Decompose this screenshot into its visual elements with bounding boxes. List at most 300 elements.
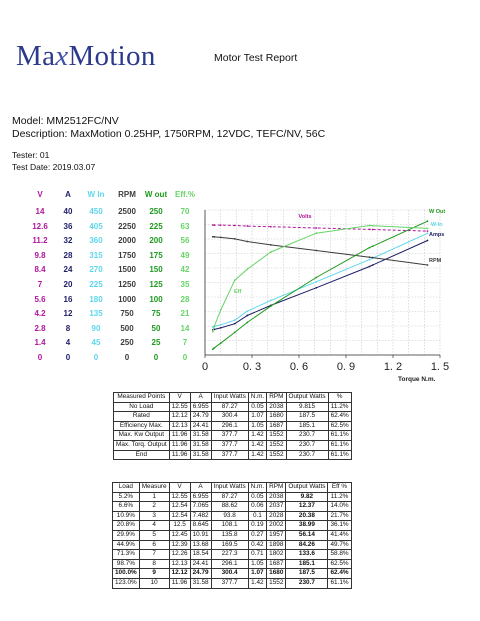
table-cell: 61.1% <box>328 578 351 588</box>
table-cell: 6.955 <box>190 492 211 502</box>
table-cell: 1.42 <box>248 450 267 460</box>
scale-tick: 250 <box>149 207 163 216</box>
table-cell: 1.07 <box>248 569 267 579</box>
series-point <box>369 259 371 261</box>
table-cell: 1687 <box>267 559 286 569</box>
table-cell: 36.1% <box>328 521 351 531</box>
table-cell: 377.7 <box>211 578 248 588</box>
load-table-header-cell: N.m. <box>248 483 267 493</box>
summary-table <box>113 392 352 460</box>
table-cell: 62.5% <box>328 421 351 431</box>
series-label-w-out: W Out <box>429 209 446 215</box>
scale-tick: 70 <box>180 207 190 216</box>
table-cell: 300.4 <box>211 569 248 579</box>
series-point <box>220 324 222 326</box>
series-point <box>212 236 214 238</box>
scale-tick: 16 <box>63 294 73 304</box>
logo-x: x <box>55 40 69 72</box>
scale-tick: 12.6 <box>32 221 48 231</box>
x-tick-label: 0 <box>201 361 209 373</box>
table-cell: End <box>114 450 170 460</box>
test-date-line: Test Date: 2019.03.07 <box>12 162 96 172</box>
table-cell: 6.6% <box>113 502 140 512</box>
table-cell: 8.645 <box>190 521 211 531</box>
table-cell: 13.68 <box>190 540 211 550</box>
table-cell: 2028 <box>267 511 286 521</box>
table-cell: 11.2% <box>328 492 351 502</box>
table-cell: 296.1 <box>211 559 248 569</box>
scale-tick: 0 <box>182 353 188 362</box>
table-row <box>114 450 352 460</box>
table-cell: 10.91 <box>190 530 211 540</box>
series-point <box>234 319 236 321</box>
scale-header-a: A <box>65 190 71 199</box>
summary-table-header-cell: Output Watts <box>286 393 328 403</box>
table-cell: 0.1 <box>248 511 267 521</box>
table-cell: 24.41 <box>190 559 211 569</box>
scale-tick: 125 <box>149 280 163 289</box>
table-cell: 0.05 <box>248 402 267 412</box>
summary-table-header-cell: A <box>190 393 211 403</box>
scale-tick: 450 <box>89 207 103 216</box>
table-row <box>113 530 352 540</box>
table-cell: 0.06 <box>248 502 267 512</box>
load-table-header-cell: V <box>169 483 190 493</box>
series-point <box>369 256 371 258</box>
series-label-w-in: W In <box>431 222 443 228</box>
table-cell: 12.54 <box>169 502 190 512</box>
table-cell: 7.482 <box>190 511 211 521</box>
scale-tick: 36 <box>63 221 73 231</box>
table-cell: 0.71 <box>248 550 267 560</box>
load-table-header-cell: Measure <box>139 483 169 493</box>
scale-tick: 2.8 <box>34 323 46 333</box>
table-cell: 1 <box>139 492 169 502</box>
scale-tick: 225 <box>149 221 163 231</box>
scale-tick: 315 <box>89 250 103 260</box>
table-cell: 108.1 <box>211 521 248 531</box>
table-cell: 61.1% <box>328 450 351 460</box>
series-point <box>220 342 222 344</box>
series-point <box>427 232 429 234</box>
table-cell: 11.96 <box>169 578 190 588</box>
scale-tick: 1500 <box>118 265 136 275</box>
logo-prefix: Ma <box>16 40 56 72</box>
series-point <box>270 244 272 246</box>
scale-tick: 0 <box>37 353 43 362</box>
table-row <box>114 412 352 422</box>
series-point <box>270 251 272 253</box>
table-cell: 12.5 <box>169 521 190 531</box>
table-cell: 8 <box>139 559 169 569</box>
table-cell: 185.1 <box>286 421 328 431</box>
table-cell: 93.8 <box>211 511 248 521</box>
scale-tick: 0 <box>124 353 130 362</box>
scale-tick: 2000 <box>118 236 136 246</box>
series-point <box>234 225 236 227</box>
table-cell: 7 <box>139 550 169 560</box>
table-cell: 84.26 <box>286 540 328 550</box>
table-cell: 41.4% <box>328 530 351 540</box>
scale-tick: 8.4 <box>34 265 46 275</box>
table-cell: 300.4 <box>211 412 248 422</box>
table-cell: 12.13 <box>169 421 190 431</box>
scale-tick: 24 <box>63 265 73 275</box>
table-cell: 1.07 <box>248 412 267 422</box>
table-cell: 98.7% <box>113 559 140 569</box>
x-tick-label: 1. 5 <box>430 361 450 373</box>
series-point <box>212 326 214 328</box>
scale-tick: 200 <box>149 236 163 246</box>
table-row <box>113 502 352 512</box>
table-cell: 377.7 <box>211 440 248 450</box>
series-point <box>369 247 371 249</box>
scale-tick: 20 <box>63 280 73 289</box>
table-cell: 377.7 <box>211 431 248 441</box>
load-table-header-cell: RPM <box>267 483 286 493</box>
series-point <box>270 299 272 301</box>
summary-table-header-cell: Measured Points <box>114 393 170 403</box>
scale-tick: 1750 <box>118 250 136 260</box>
table-cell: 11.96 <box>169 440 190 450</box>
table-cell: 1898 <box>267 540 286 550</box>
logo-suffix: Motion <box>68 40 156 72</box>
table-cell: 11.96 <box>169 450 190 460</box>
table-cell: 7.065 <box>190 502 211 512</box>
table-cell: 3 <box>139 511 169 521</box>
series-point <box>214 224 216 226</box>
table-row <box>114 440 352 450</box>
x-tick-label: 0. 9 <box>336 361 356 373</box>
load-table-header <box>113 483 352 493</box>
scale-tick: 14 <box>35 207 45 216</box>
scale-tick: 25 <box>151 338 161 348</box>
scale-tick: 56 <box>180 236 190 246</box>
scale-tick: 180 <box>89 294 103 304</box>
scale-tick: 1.4 <box>34 338 46 348</box>
table-row <box>113 521 352 531</box>
series-point <box>234 323 236 325</box>
table-cell: 31.58 <box>190 578 211 588</box>
table-cell: 6.955 <box>190 402 211 412</box>
table-cell: 230.7 <box>286 578 328 588</box>
load-table-header-cell: A <box>190 483 211 493</box>
series-line-v <box>213 225 428 231</box>
series-point <box>315 287 317 289</box>
scale-tick: 63 <box>180 221 190 231</box>
series-point <box>212 348 214 350</box>
scale-tick: 4 <box>65 338 71 348</box>
table-cell: 100.0% <box>113 569 140 579</box>
scale-tick: 0 <box>65 353 71 362</box>
scale-tick: 270 <box>89 265 103 275</box>
series-point <box>372 257 374 259</box>
table-cell: 12.54 <box>169 511 190 521</box>
table-cell: 24.79 <box>190 412 211 422</box>
scale-tick: 40 <box>63 207 73 216</box>
table-cell: 1957 <box>267 530 286 540</box>
scale-tick: 90 <box>91 323 101 333</box>
summary-table-header-cell: V <box>169 393 190 403</box>
table-cell: 62.4% <box>328 412 351 422</box>
scale-tick: 500 <box>120 323 134 333</box>
table-cell: 38.99 <box>286 521 328 531</box>
description-line: Description: MaxMotion 0.25HP, 1750RPM, 12VDC, TEFC/NV, 56C <box>12 128 326 140</box>
scale-tick: 28 <box>180 294 190 304</box>
table-cell: 14.0% <box>328 502 351 512</box>
x-tick-label: 1. 2 <box>383 361 403 373</box>
table-cell: 1.42 <box>248 440 267 450</box>
scale-tick: 7 <box>37 280 43 289</box>
series-line-w-in <box>213 233 428 327</box>
scale-tick: 225 <box>89 280 103 289</box>
x-axis-label: Torque N.m. <box>398 376 436 383</box>
table-cell: 185.1 <box>286 559 328 569</box>
table-cell: 20.8% <box>113 521 140 531</box>
table-cell: 123.0% <box>113 578 140 588</box>
table-row <box>113 569 352 579</box>
table-cell: Max. Torq. Output <box>114 440 170 450</box>
scale-tick: 0 <box>153 353 159 362</box>
table-cell: 1802 <box>267 550 286 560</box>
table-cell: 187.5 <box>286 412 328 422</box>
table-cell: 31.58 <box>190 450 211 460</box>
chart-lines <box>212 209 445 350</box>
table-cell: 2002 <box>267 521 286 531</box>
table-cell: 2038 <box>267 402 286 412</box>
scale-tick: 1250 <box>118 280 136 289</box>
table-cell: 2 <box>139 502 169 512</box>
scale-tick: 21 <box>180 309 190 319</box>
scale-tick: 35 <box>180 280 190 289</box>
x-tick-label: 0. 3 <box>242 361 262 373</box>
table-cell: 1.05 <box>248 559 267 569</box>
series-line-a <box>213 241 428 330</box>
scale-header-v: V <box>37 190 43 199</box>
scale-tick: 405 <box>89 221 103 231</box>
scale-tick: 14 <box>180 323 190 333</box>
table-cell: 1680 <box>267 569 286 579</box>
table-row <box>113 578 352 588</box>
table-cell: 61.1% <box>328 440 351 450</box>
table-cell: 12.39 <box>169 540 190 550</box>
table-cell: 0.05 <box>248 492 267 502</box>
summary-table-header <box>114 393 352 403</box>
series-line-w-out <box>213 221 428 349</box>
table-cell: 11.96 <box>169 431 190 441</box>
series-point <box>212 331 214 333</box>
table-cell: 2038 <box>267 492 286 502</box>
table-cell: 1552 <box>267 431 286 441</box>
table-cell: Rated <box>114 412 170 422</box>
load-table-header-cell: Eff % <box>328 483 351 493</box>
scale-tick: 135 <box>89 309 103 319</box>
load-table-header-cell: Input Watts <box>211 483 248 493</box>
table-cell: 187.5 <box>286 569 328 579</box>
table-cell: 31.58 <box>190 440 211 450</box>
scale-tick: 9.8 <box>34 250 46 260</box>
table-cell: 230.7 <box>286 440 328 450</box>
series-point <box>234 331 236 333</box>
table-row <box>113 559 352 569</box>
table-cell: 12.55 <box>169 492 190 502</box>
scale-tick: 42 <box>180 265 190 275</box>
series-point <box>315 250 317 252</box>
table-cell: 12.13 <box>169 559 190 569</box>
table-cell: 230.7 <box>286 431 328 441</box>
table-cell: 9 <box>139 569 169 579</box>
load-table <box>112 482 352 589</box>
table-cell: 61.1% <box>328 431 351 441</box>
series-point <box>220 327 222 329</box>
table-cell: 5.2% <box>113 492 140 502</box>
series-point <box>220 224 222 226</box>
table-cell: 12.12 <box>169 569 190 579</box>
table-cell: 62.5% <box>328 559 351 569</box>
table-row <box>114 431 352 441</box>
table-cell: 1.42 <box>248 578 267 588</box>
table-cell: 0.42 <box>248 540 267 550</box>
table-cell: 24.41 <box>190 421 211 431</box>
table-cell: 133.6 <box>286 550 328 560</box>
table-cell: 1552 <box>267 450 286 460</box>
table-cell: 24.79 <box>190 569 211 579</box>
table-cell: 1552 <box>267 578 286 588</box>
series-point <box>369 225 371 227</box>
series-point <box>369 228 371 230</box>
series-point <box>427 228 429 230</box>
scale-header-rpm: RPM <box>118 190 136 199</box>
table-cell: 4 <box>139 521 169 531</box>
scale-tick: 32 <box>63 236 73 246</box>
scale-tick: 1000 <box>118 294 136 304</box>
scale-tick: 250 <box>120 338 134 348</box>
table-cell: 1.05 <box>248 421 267 431</box>
series-point <box>270 226 272 228</box>
scale-tick: 150 <box>149 265 163 275</box>
series-point <box>214 325 216 327</box>
table-cell: 18.54 <box>190 550 211 560</box>
table-cell: Efficiency Max. <box>114 421 170 431</box>
tester-line: Tester: 01 <box>12 150 50 160</box>
series-point <box>372 229 374 231</box>
table-cell: 0.19 <box>248 521 267 531</box>
load-table-header-cell: Load <box>113 483 140 493</box>
series-point <box>212 224 214 226</box>
scale-tick: 28 <box>63 250 73 260</box>
table-cell: 88.62 <box>211 502 248 512</box>
series-point <box>427 264 429 266</box>
scale-tick: 2250 <box>118 221 136 231</box>
table-cell: No Load <box>114 402 170 412</box>
table-cell: 1687 <box>267 421 286 431</box>
series-point <box>214 347 216 349</box>
series-point <box>234 238 236 240</box>
table-cell: 21.7% <box>328 511 351 521</box>
table-cell: 29.9% <box>113 530 140 540</box>
table-row <box>113 492 352 502</box>
series-point <box>246 225 248 227</box>
table-cell: 1.42 <box>248 431 267 441</box>
table-cell: 9.82 <box>286 492 328 502</box>
series-point <box>214 236 216 238</box>
scale-header-w-out: W out <box>144 190 168 199</box>
chart-x-ticks <box>202 355 449 373</box>
scale-header-w-in: W In <box>87 190 105 199</box>
table-cell: 135.8 <box>211 530 248 540</box>
series-point <box>246 310 248 312</box>
scale-tick: 8 <box>65 323 71 333</box>
table-cell: 44.9% <box>113 540 140 550</box>
table-cell: 87.27 <box>211 492 248 502</box>
table-row <box>114 421 352 431</box>
series-point <box>234 279 236 281</box>
table-row <box>114 402 352 412</box>
table-cell: 12.12 <box>169 412 190 422</box>
summary-table-header-cell: Input Watts <box>211 393 248 403</box>
table-cell: 49.7% <box>328 540 351 550</box>
table-cell: 20.38 <box>286 511 328 521</box>
table-cell: 62.4% <box>328 569 351 579</box>
summary-table-header-cell: N.m. <box>248 393 267 403</box>
series-point <box>246 315 248 317</box>
table-cell: 71.3% <box>113 550 140 560</box>
table-cell: Max. Kw Output <box>114 431 170 441</box>
table-cell: 12.37 <box>286 502 328 512</box>
scale-tick: 45 <box>91 338 101 348</box>
table-cell: 1680 <box>267 412 286 422</box>
table-row <box>113 550 352 560</box>
series-point <box>372 245 374 247</box>
scale-tick: 4.2 <box>34 309 46 319</box>
series-point <box>315 227 317 229</box>
series-point <box>270 305 272 307</box>
series-label-a: Amps <box>429 232 445 238</box>
summary-table-header-cell: % <box>328 393 351 403</box>
load-table-header-cell: Output Watts <box>286 483 328 493</box>
table-cell: 12.45 <box>169 530 190 540</box>
model-line: Model: MM2512FC/NV <box>12 115 119 127</box>
series-point <box>246 241 248 243</box>
table-cell: 58.8% <box>328 550 351 560</box>
scale-tick: 50 <box>151 323 161 333</box>
table-cell: 230.7 <box>286 450 328 460</box>
table-cell: 12.55 <box>169 402 190 412</box>
table-cell: 12.26 <box>169 550 190 560</box>
series-point <box>315 277 317 279</box>
table-cell: 169.5 <box>211 540 248 550</box>
table-cell: 377.7 <box>211 450 248 460</box>
series-label-v: Volts <box>298 214 312 220</box>
table-row <box>113 511 352 521</box>
table-cell: 5 <box>139 530 169 540</box>
series-point <box>315 281 317 283</box>
scale-tick: 2500 <box>118 207 136 216</box>
x-tick-label: 0. 6 <box>289 361 309 373</box>
scale-header-eff: Eff.% <box>175 190 195 199</box>
series-point <box>246 322 248 324</box>
series-point <box>246 268 248 270</box>
scale-tick: 7 <box>182 338 188 348</box>
table-cell: 10 <box>139 578 169 588</box>
series-line-rpm <box>213 237 428 265</box>
scale-tick: 12 <box>63 309 73 319</box>
scale-tick: 0 <box>93 353 99 362</box>
table-cell: 2037 <box>267 502 286 512</box>
scale-tick: 11.2 <box>32 236 48 246</box>
scale-tick: 49 <box>180 250 190 260</box>
table-cell: 1552 <box>267 440 286 450</box>
